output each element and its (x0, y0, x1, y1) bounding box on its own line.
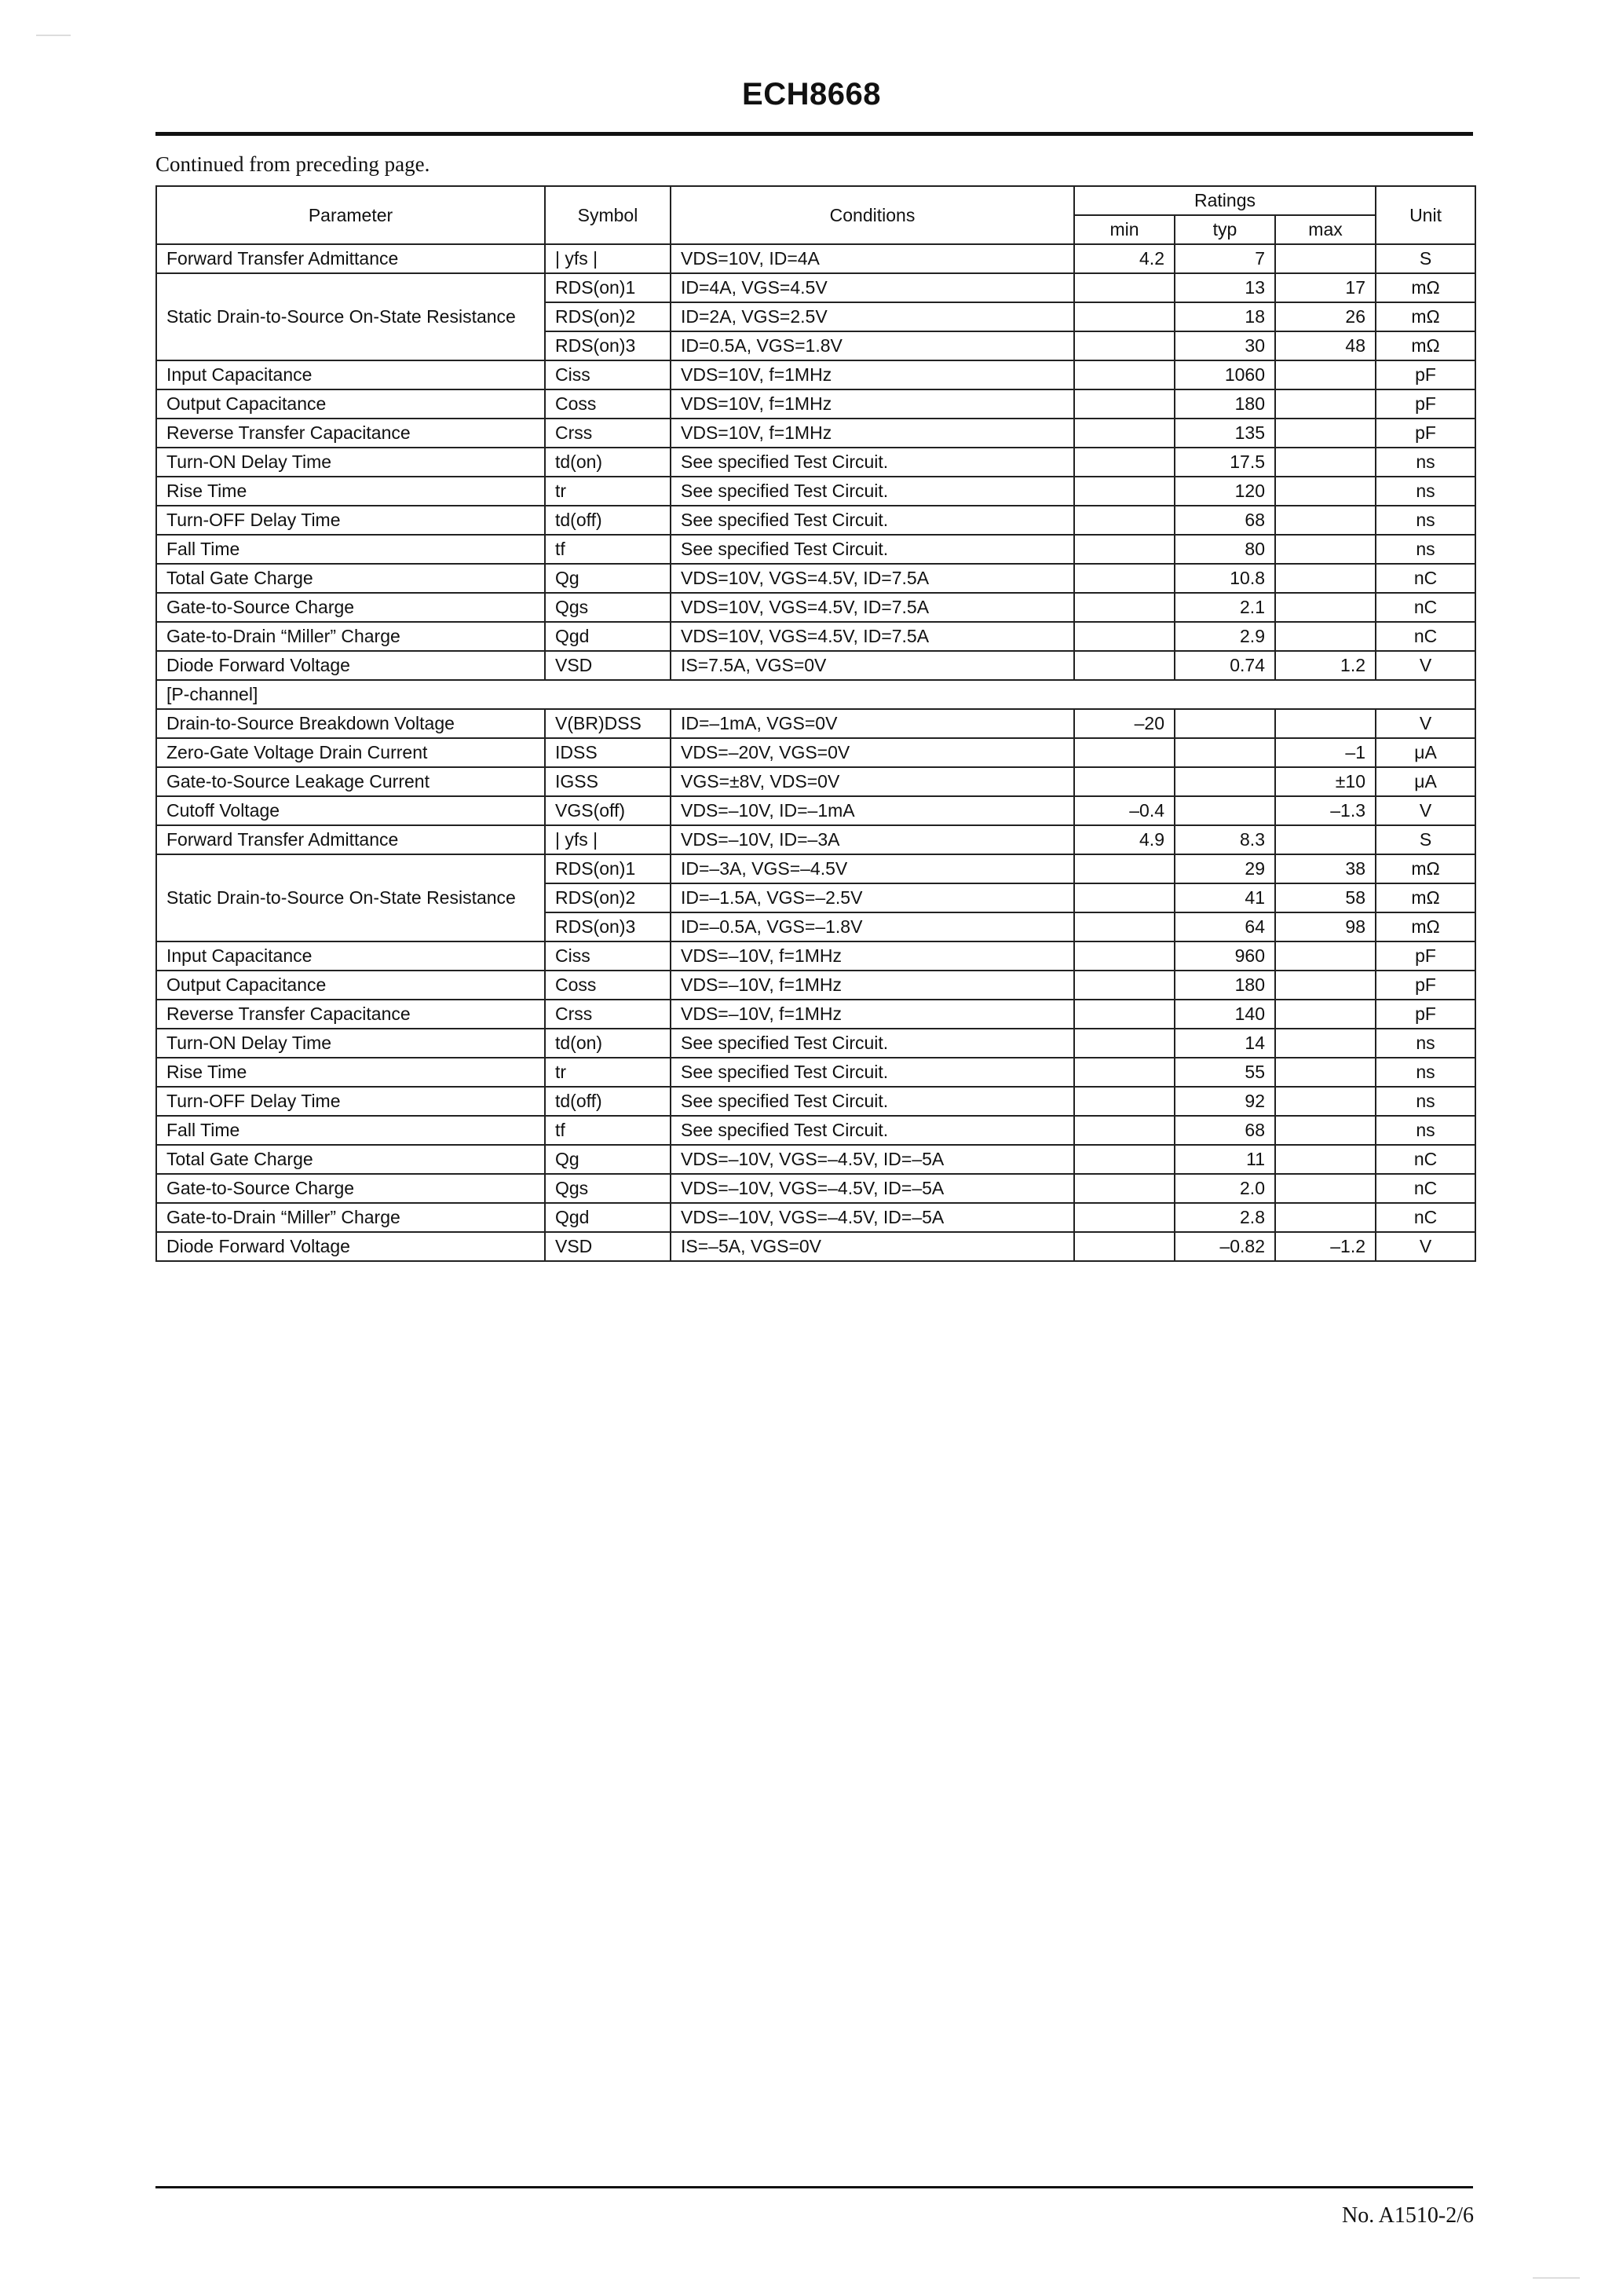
max-cell (1275, 593, 1376, 622)
table-row (156, 651, 1475, 680)
max-cell: ±10 (1275, 767, 1376, 796)
conditions-cell: VDS=10V, f=1MHz (671, 360, 1074, 389)
min-cell (1074, 1029, 1175, 1058)
min-cell (1074, 767, 1175, 796)
min-cell: –20 (1074, 709, 1175, 738)
max-cell (1275, 419, 1376, 448)
conditions-cell: VDS=10V, VGS=4.5V, ID=7.5A (671, 622, 1074, 651)
min-cell (1074, 419, 1175, 448)
max-cell (1275, 622, 1376, 651)
typ-cell: 68 (1175, 1116, 1275, 1145)
symbol-cell: RDS(on)3 (545, 912, 671, 941)
parameter-cell: Cutoff Voltage (156, 796, 545, 825)
typ-cell (1175, 709, 1275, 738)
max-cell: 58 (1275, 883, 1376, 912)
conditions-cell: See specified Test Circuit. (671, 535, 1074, 564)
header-conditions: Conditions (671, 186, 1074, 244)
conditions-cell: ID=–3A, VGS=–4.5V (671, 854, 1074, 883)
scan-mark (36, 35, 71, 36)
symbol-cell: RDS(on)1 (545, 854, 671, 883)
min-cell (1074, 1058, 1175, 1087)
conditions-cell: VDS=–20V, VGS=0V (671, 738, 1074, 767)
min-cell (1074, 883, 1175, 912)
parameter-cell: Turn-OFF Delay Time (156, 506, 545, 535)
typ-cell: 68 (1175, 506, 1275, 535)
parameter-cell: Total Gate Charge (156, 564, 545, 593)
conditions-cell: VDS=–10V, ID=–3A (671, 825, 1074, 854)
typ-cell: 17.5 (1175, 448, 1275, 477)
conditions-cell: See specified Test Circuit. (671, 1087, 1074, 1116)
symbol-cell: tf (545, 535, 671, 564)
table-row (156, 360, 1475, 389)
parameter-cell: Gate-to-Source Leakage Current (156, 767, 545, 796)
max-cell: 48 (1275, 331, 1376, 360)
parameter-cell: Diode Forward Voltage (156, 1232, 545, 1261)
min-cell (1074, 360, 1175, 389)
parameter-cell: Drain-to-Source Breakdown Voltage (156, 709, 545, 738)
min-cell: 4.9 (1074, 825, 1175, 854)
max-cell (1275, 1087, 1376, 1116)
conditions-cell: ID=–1.5A, VGS=–2.5V (671, 883, 1074, 912)
conditions-cell: VDS=–10V, f=1MHz (671, 941, 1074, 971)
parameter-cell: Fall Time (156, 1116, 545, 1145)
max-cell: –1.3 (1275, 796, 1376, 825)
min-cell (1074, 506, 1175, 535)
table-row (156, 1145, 1475, 1174)
symbol-cell: Qgd (545, 1203, 671, 1232)
parameter-cell: Gate-to-Source Charge (156, 1174, 545, 1203)
unit-cell: ns (1376, 535, 1475, 564)
max-cell: –1 (1275, 738, 1376, 767)
table-row (156, 593, 1475, 622)
min-cell (1074, 912, 1175, 941)
header-min: min (1074, 215, 1175, 244)
max-cell: 1.2 (1275, 651, 1376, 680)
conditions-cell: See specified Test Circuit. (671, 1116, 1074, 1145)
unit-cell: pF (1376, 360, 1475, 389)
unit-cell: V (1376, 651, 1475, 680)
unit-cell: pF (1376, 389, 1475, 419)
parameter-cell: Input Capacitance (156, 360, 545, 389)
table-row (156, 971, 1475, 1000)
parameter-cell: Forward Transfer Admittance (156, 825, 545, 854)
conditions-cell: ID=2A, VGS=2.5V (671, 302, 1074, 331)
conditions-cell: See specified Test Circuit. (671, 1029, 1074, 1058)
table-row (156, 1232, 1475, 1261)
typ-cell: 7 (1175, 244, 1275, 273)
typ-cell: 180 (1175, 389, 1275, 419)
table-row (156, 1203, 1475, 1232)
group-label: [P-channel] (156, 680, 1475, 709)
min-cell (1074, 738, 1175, 767)
unit-cell: mΩ (1376, 302, 1475, 331)
max-cell (1275, 535, 1376, 564)
unit-cell: S (1376, 244, 1475, 273)
parameter-cell: Zero-Gate Voltage Drain Current (156, 738, 545, 767)
table-row (156, 622, 1475, 651)
symbol-cell: Qgs (545, 593, 671, 622)
unit-cell: ns (1376, 1116, 1475, 1145)
conditions-cell: See specified Test Circuit. (671, 506, 1074, 535)
unit-cell: pF (1376, 941, 1475, 971)
unit-cell: nC (1376, 593, 1475, 622)
doc-number: No. A1510-2/6 (1342, 2203, 1474, 2228)
parameter-cell: Turn-ON Delay Time (156, 1029, 545, 1058)
unit-cell: μA (1376, 767, 1475, 796)
typ-cell: 11 (1175, 1145, 1275, 1174)
unit-cell: pF (1376, 419, 1475, 448)
parameter-cell: Output Capacitance (156, 971, 545, 1000)
table-row (156, 767, 1475, 796)
typ-cell: 140 (1175, 1000, 1275, 1029)
header-parameter: Parameter (156, 186, 545, 244)
max-cell (1275, 1145, 1376, 1174)
parameter-cell: Static Drain-to-Source On-State Resistance (156, 273, 545, 360)
min-cell (1074, 651, 1175, 680)
table-row (156, 389, 1475, 419)
min-cell (1074, 1145, 1175, 1174)
unit-cell: V (1376, 796, 1475, 825)
symbol-cell: Crss (545, 419, 671, 448)
symbol-cell: VSD (545, 651, 671, 680)
typ-cell: 180 (1175, 971, 1275, 1000)
typ-cell: 64 (1175, 912, 1275, 941)
table-row (156, 1058, 1475, 1087)
table-row (156, 796, 1475, 825)
table-row (156, 1000, 1475, 1029)
symbol-cell: IDSS (545, 738, 671, 767)
symbol-cell: V(BR)DSS (545, 709, 671, 738)
max-cell (1275, 825, 1376, 854)
min-cell (1074, 331, 1175, 360)
conditions-cell: See specified Test Circuit. (671, 1058, 1074, 1087)
max-cell (1275, 1203, 1376, 1232)
max-cell: 98 (1275, 912, 1376, 941)
table-row (156, 709, 1475, 738)
unit-cell: ns (1376, 448, 1475, 477)
typ-cell: 960 (1175, 941, 1275, 971)
typ-cell: 1060 (1175, 360, 1275, 389)
unit-cell: mΩ (1376, 854, 1475, 883)
parameter-cell: Fall Time (156, 535, 545, 564)
min-cell (1074, 622, 1175, 651)
symbol-cell: td(on) (545, 448, 671, 477)
min-cell (1074, 854, 1175, 883)
typ-cell: 0.74 (1175, 651, 1275, 680)
unit-cell: ns (1376, 506, 1475, 535)
conditions-cell: VDS=10V, ID=4A (671, 244, 1074, 273)
max-cell (1275, 389, 1376, 419)
min-cell (1074, 1232, 1175, 1261)
conditions-cell: IS=–5A, VGS=0V (671, 1232, 1074, 1261)
parameter-cell: Gate-to-Drain “Miller” Charge (156, 1203, 545, 1232)
symbol-cell: td(off) (545, 1087, 671, 1116)
max-cell (1275, 506, 1376, 535)
unit-cell: mΩ (1376, 331, 1475, 360)
max-cell (1275, 360, 1376, 389)
parameter-cell: Turn-ON Delay Time (156, 448, 545, 477)
typ-cell: 29 (1175, 854, 1275, 883)
unit-cell: mΩ (1376, 912, 1475, 941)
max-cell (1275, 1000, 1376, 1029)
unit-cell: pF (1376, 1000, 1475, 1029)
parameter-cell: Rise Time (156, 1058, 545, 1087)
parameter-cell: Reverse Transfer Capacitance (156, 419, 545, 448)
unit-cell: mΩ (1376, 883, 1475, 912)
table-body (156, 244, 1475, 1261)
unit-cell: μA (1376, 738, 1475, 767)
typ-cell: 55 (1175, 1058, 1275, 1087)
symbol-cell: td(on) (545, 1029, 671, 1058)
typ-cell (1175, 767, 1275, 796)
min-cell: –0.4 (1074, 796, 1175, 825)
typ-cell: 8.3 (1175, 825, 1275, 854)
typ-cell: 13 (1175, 273, 1275, 302)
table-row (156, 941, 1475, 971)
table-row (156, 1087, 1475, 1116)
footer-rule (155, 2186, 1473, 2188)
table-row (156, 419, 1475, 448)
header-unit: Unit (1376, 186, 1475, 244)
unit-cell: nC (1376, 564, 1475, 593)
min-cell (1074, 448, 1175, 477)
conditions-cell: VDS=10V, VGS=4.5V, ID=7.5A (671, 593, 1074, 622)
conditions-cell: See specified Test Circuit. (671, 477, 1074, 506)
typ-cell: –0.82 (1175, 1232, 1275, 1261)
unit-cell: mΩ (1376, 273, 1475, 302)
page-title: ECH8668 (742, 77, 881, 112)
symbol-cell: VGS(off) (545, 796, 671, 825)
table-row (156, 448, 1475, 477)
max-cell (1275, 709, 1376, 738)
conditions-cell: VDS=10V, f=1MHz (671, 389, 1074, 419)
unit-cell: ns (1376, 1087, 1475, 1116)
symbol-cell: RDS(on)3 (545, 331, 671, 360)
parameter-cell: Gate-to-Source Charge (156, 593, 545, 622)
min-cell (1074, 1174, 1175, 1203)
symbol-cell: tf (545, 1116, 671, 1145)
parameter-cell: Diode Forward Voltage (156, 651, 545, 680)
conditions-cell: VDS=10V, VGS=4.5V, ID=7.5A (671, 564, 1074, 593)
parameter-cell: Input Capacitance (156, 941, 545, 971)
conditions-cell: VDS=–10V, f=1MHz (671, 971, 1074, 1000)
conditions-cell: VDS=–10V, ID=–1mA (671, 796, 1074, 825)
min-cell (1074, 1000, 1175, 1029)
unit-cell: nC (1376, 622, 1475, 651)
table-row (156, 273, 1475, 302)
table-row (156, 535, 1475, 564)
symbol-cell: | yfs | (545, 825, 671, 854)
unit-cell: ns (1376, 1058, 1475, 1087)
conditions-cell: VDS=–10V, VGS=–4.5V, ID=–5A (671, 1145, 1074, 1174)
symbol-cell: Qg (545, 564, 671, 593)
table-row (156, 564, 1475, 593)
max-cell (1275, 564, 1376, 593)
typ-cell: 2.9 (1175, 622, 1275, 651)
unit-cell: ns (1376, 1029, 1475, 1058)
typ-cell: 2.8 (1175, 1203, 1275, 1232)
table-row (156, 1174, 1475, 1203)
parameter-cell: Static Drain-to-Source On-State Resistance (156, 854, 545, 941)
conditions-cell: ID=0.5A, VGS=1.8V (671, 331, 1074, 360)
table-row (156, 738, 1475, 767)
symbol-cell: Coss (545, 389, 671, 419)
max-cell (1275, 1174, 1376, 1203)
typ-cell: 92 (1175, 1087, 1275, 1116)
max-cell (1275, 477, 1376, 506)
unit-cell: S (1376, 825, 1475, 854)
symbol-cell: | yfs | (545, 244, 671, 273)
max-cell (1275, 1029, 1376, 1058)
symbol-cell: RDS(on)2 (545, 302, 671, 331)
min-cell (1074, 941, 1175, 971)
header-max: max (1275, 215, 1376, 244)
unit-cell: pF (1376, 971, 1475, 1000)
min-cell (1074, 302, 1175, 331)
scan-mark (1533, 2277, 1580, 2279)
symbol-cell: td(off) (545, 506, 671, 535)
parameter-cell: Total Gate Charge (156, 1145, 545, 1174)
symbol-cell: RDS(on)2 (545, 883, 671, 912)
min-cell (1074, 477, 1175, 506)
min-cell (1074, 971, 1175, 1000)
min-cell (1074, 389, 1175, 419)
symbol-cell: Coss (545, 971, 671, 1000)
min-cell (1074, 593, 1175, 622)
parameter-cell: Rise Time (156, 477, 545, 506)
max-cell (1275, 1116, 1376, 1145)
max-cell: 38 (1275, 854, 1376, 883)
conditions-cell: VDS=–10V, f=1MHz (671, 1000, 1074, 1029)
symbol-cell: tr (545, 1058, 671, 1087)
symbol-cell: VSD (545, 1232, 671, 1261)
group-row (156, 680, 1475, 709)
min-cell (1074, 1087, 1175, 1116)
conditions-cell: VGS=±8V, VDS=0V (671, 767, 1074, 796)
min-cell (1074, 273, 1175, 302)
conditions-cell: VDS=–10V, VGS=–4.5V, ID=–5A (671, 1174, 1074, 1203)
continued-note: Continued from preceding page. (155, 152, 430, 176)
conditions-cell: ID=4A, VGS=4.5V (671, 273, 1074, 302)
typ-cell: 14 (1175, 1029, 1275, 1058)
parameter-cell: Output Capacitance (156, 389, 545, 419)
max-cell (1275, 1058, 1376, 1087)
conditions-cell: VDS=10V, f=1MHz (671, 419, 1074, 448)
symbol-cell: Qgd (545, 622, 671, 651)
typ-cell: 2.0 (1175, 1174, 1275, 1203)
header-symbol: Symbol (545, 186, 671, 244)
max-cell (1275, 448, 1376, 477)
min-cell (1074, 1116, 1175, 1145)
parameter-cell: Gate-to-Drain “Miller” Charge (156, 622, 545, 651)
unit-cell: ns (1376, 477, 1475, 506)
table-row (156, 1116, 1475, 1145)
conditions-cell: IS=7.5A, VGS=0V (671, 651, 1074, 680)
symbol-cell: RDS(on)1 (545, 273, 671, 302)
conditions-cell: VDS=–10V, VGS=–4.5V, ID=–5A (671, 1203, 1074, 1232)
min-cell (1074, 564, 1175, 593)
symbol-cell: Qg (545, 1145, 671, 1174)
min-cell (1074, 535, 1175, 564)
header-ratings: Ratings (1074, 186, 1376, 215)
typ-cell: 30 (1175, 331, 1275, 360)
max-cell: –1.2 (1275, 1232, 1376, 1261)
unit-cell: V (1376, 1232, 1475, 1261)
typ-cell: 80 (1175, 535, 1275, 564)
table-row (156, 477, 1475, 506)
table-row (156, 244, 1475, 273)
typ-cell: 18 (1175, 302, 1275, 331)
symbol-cell: Qgs (545, 1174, 671, 1203)
min-cell (1074, 1203, 1175, 1232)
typ-cell (1175, 738, 1275, 767)
conditions-cell: See specified Test Circuit. (671, 448, 1074, 477)
unit-cell: nC (1376, 1174, 1475, 1203)
parameter-cell: Turn-OFF Delay Time (156, 1087, 545, 1116)
table-row (156, 506, 1475, 535)
max-cell: 26 (1275, 302, 1376, 331)
max-cell (1275, 244, 1376, 273)
symbol-cell: Crss (545, 1000, 671, 1029)
typ-cell: 41 (1175, 883, 1275, 912)
typ-cell: 120 (1175, 477, 1275, 506)
max-cell (1275, 941, 1376, 971)
electrical-characteristics-table (155, 185, 1476, 1262)
max-cell (1275, 971, 1376, 1000)
conditions-cell: ID=–0.5A, VGS=–1.8V (671, 912, 1074, 941)
unit-cell: nC (1376, 1145, 1475, 1174)
max-cell: 17 (1275, 273, 1376, 302)
typ-cell: 10.8 (1175, 564, 1275, 593)
typ-cell (1175, 796, 1275, 825)
symbol-cell: tr (545, 477, 671, 506)
conditions-cell: ID=–1mA, VGS=0V (671, 709, 1074, 738)
unit-cell: nC (1376, 1203, 1475, 1232)
parameter-cell: Forward Transfer Admittance (156, 244, 545, 273)
table-row (156, 854, 1475, 883)
header-rule (155, 132, 1473, 136)
symbol-cell: IGSS (545, 767, 671, 796)
typ-cell: 135 (1175, 419, 1275, 448)
typ-cell: 2.1 (1175, 593, 1275, 622)
parameter-cell: Reverse Transfer Capacitance (156, 1000, 545, 1029)
min-cell: 4.2 (1074, 244, 1175, 273)
symbol-cell: Ciss (545, 941, 671, 971)
unit-cell: V (1376, 709, 1475, 738)
symbol-cell: Ciss (545, 360, 671, 389)
table-row (156, 1029, 1475, 1058)
header-typ: typ (1175, 215, 1275, 244)
table-row (156, 825, 1475, 854)
